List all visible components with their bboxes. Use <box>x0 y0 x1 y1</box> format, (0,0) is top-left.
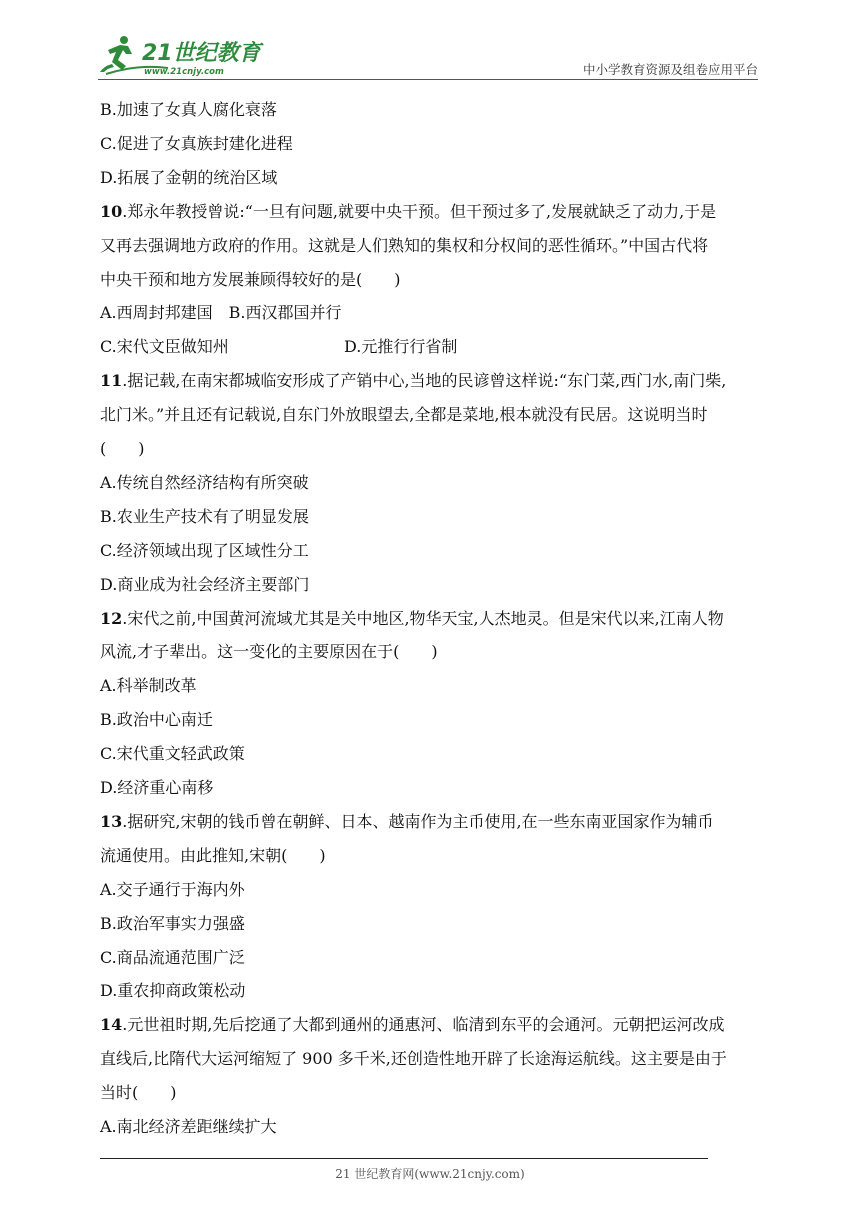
question-number: 10 <box>100 201 123 221</box>
line-text-option: D.元推行行省制 <box>344 337 458 357</box>
header-divider <box>98 79 758 80</box>
text-line <box>100 270 401 290</box>
line-text: ( ) <box>100 439 145 458</box>
line-text: .郑永年教授曾说:“一旦有问题,就要中央干预。但干预过多了,发展就缺乏了动力,于是 <box>122 201 717 221</box>
line-text: B.农业生产技术有了明显发展 <box>100 506 309 526</box>
text-line <box>100 676 197 696</box>
line-text: A.交子通行于海内外 <box>100 879 245 899</box>
page-header <box>0 0 860 82</box>
footer-divider <box>100 1158 708 1159</box>
question-line <box>100 1015 724 1035</box>
line-text: D.重农抑商政策松动 <box>100 981 246 1001</box>
text-line <box>100 914 245 934</box>
line-text: A.传统自然经济结构有所突破 <box>100 472 309 492</box>
text-line <box>100 642 438 662</box>
line-text: 中央干预和地方发展兼顾得较好的是( ) <box>100 269 401 289</box>
logo-text: 21世纪教育 <box>142 41 261 66</box>
text-line <box>100 507 309 527</box>
text-line <box>100 981 245 1001</box>
platform-title: 中小学教育资源及组卷应用平台 <box>582 62 758 77</box>
question-line <box>100 202 716 222</box>
line-text: 直线后,比隋代大运河缩短了 900 多千米,还创造性地开辟了长途海运航线。这主要是由于 <box>100 1049 727 1069</box>
line-text: 风流,才子辈出。这一变化的主要原因在于( ) <box>100 642 438 662</box>
question-number: 14 <box>100 1015 123 1035</box>
line-text: C.宋代重文轻武政策 <box>100 744 245 764</box>
line-text: .宋代之前,中国黄河流域尤其是关中地区,物华天宝,人杰地灵。但是宋代以来,江南人物 <box>122 608 724 628</box>
line-text: B.政治中心南迁 <box>100 710 213 730</box>
text-line <box>100 846 326 866</box>
text-line <box>100 710 213 730</box>
text-line <box>100 134 293 154</box>
text-line <box>100 439 145 459</box>
line-text: A.南北经济差距继续扩大 <box>100 1117 277 1136</box>
page-footer: 21 世纪教育网(www.21cnjy.com) <box>335 1167 525 1181</box>
question-line <box>100 371 726 391</box>
line-text: 当时( ) <box>100 1083 177 1103</box>
line-text: 流通使用。由此推知,宋朝( ) <box>100 845 326 865</box>
text-line <box>100 948 245 968</box>
text-line <box>100 303 342 323</box>
text-line <box>100 473 309 493</box>
text-line <box>100 100 277 120</box>
text-line <box>100 541 309 561</box>
text-line <box>100 337 458 357</box>
text-line <box>100 880 245 900</box>
line-text: 又再去强调地方政府的作用。这就是人们熟知的集权和分权间的恶性循环。”中国古代将 <box>100 235 709 255</box>
question-line <box>100 609 724 629</box>
text-line <box>100 236 708 256</box>
line-text: 北门米。”并且还有记载说,自东门外放眼望去,全都是菜地,根本就没有民居。这说明当时 <box>100 405 708 425</box>
text-line <box>100 1049 727 1069</box>
line-text: C.经济领域出现了区域性分工 <box>100 540 309 560</box>
line-text: C.宋代文臣做知州 <box>100 337 229 357</box>
question-number: 13 <box>100 811 123 831</box>
line-text: D.商业成为社会经济主要部门 <box>100 574 310 594</box>
logo-subtext: www.21cnjy.com <box>144 67 224 77</box>
line-text: .据记载,在南宋都城临安形成了产销中心,当地的民谚曾这样说:“东门菜,西门水,南门柴, <box>122 371 727 391</box>
text-line <box>100 168 277 188</box>
text-line <box>100 1117 277 1137</box>
site-logo <box>98 34 268 78</box>
text-line <box>100 405 707 425</box>
line-text: C.商品流通范围广泛 <box>100 947 245 967</box>
line-text: A.科举制改革 <box>100 676 197 696</box>
line-text: D.拓展了金朝的统治区域 <box>100 167 278 187</box>
text-line <box>100 575 309 595</box>
line-text: .据研究,宋朝的钱币曾在朝鲜、日本、越南作为主币使用,在一些东南亚国家作为辅币 <box>122 811 714 831</box>
question-number: 11 <box>100 371 123 391</box>
question-number: 12 <box>100 608 123 628</box>
text-line <box>100 744 245 764</box>
line-text: D.经济重心南移 <box>100 778 214 797</box>
line-text: B.加速了女真人腐化衰落 <box>100 100 277 119</box>
text-line <box>100 1083 177 1103</box>
line-text: C.促进了女真族封建化进程 <box>100 133 293 153</box>
line-text: .元世祖时期,先后挖通了大都到通州的通惠河、临清到东平的会通河。元朝把运河改成 <box>122 1015 725 1035</box>
text-line <box>100 778 213 798</box>
question-line <box>100 812 714 832</box>
line-text: B.政治军事实力强盛 <box>100 913 245 933</box>
line-text: A.西周封邦建国 B.西汉郡国并行 <box>100 303 342 323</box>
